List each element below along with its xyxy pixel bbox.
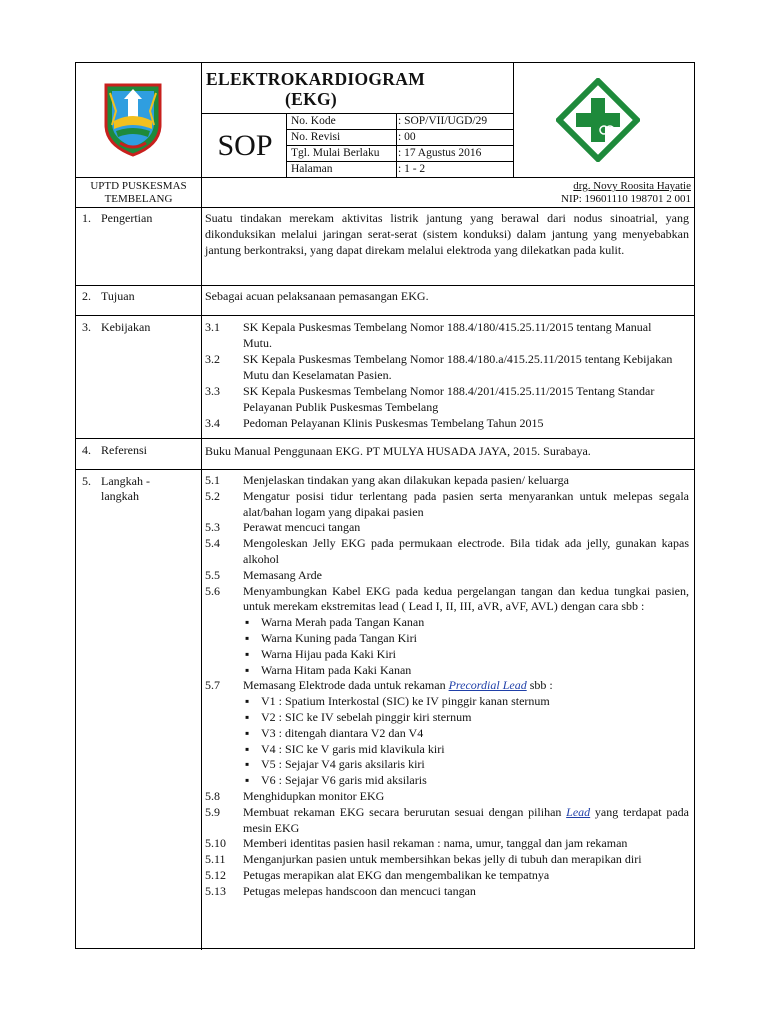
pengertian-text: Suatu tindakan merekam aktivitas listrik jantung yang berawal dari nodus sinoatrial, yang dikonduksikan melalui jaringan serat-serat (sistem konduksi) dalam jantung yang menyebabkan jantung berkontraksi, yang dapat direkam melalui elektroda yang dilekatkan pada kulit. [205,211,689,257]
kebijakan-list [205,319,675,431]
sop-document [75,62,695,949]
limb-lead-item: ▪ Warna Kuning pada Tangan Kiri [245,630,417,645]
step-item: 5.1 Menjelaskan tindakan yang akan dilakukan kepada pasien/ keluarga [205,473,569,487]
meta-effective-date-row: Tgl. Mulai Berlaku : 17 Agustus 2016 [291,147,482,159]
step-item: 5.10 Memberi identitas pasien hasil rekaman : nama, umur, tanggal dan jam rekaman [205,836,628,851]
chest-lead-item: ▪ V4 : SIC ke V garis mid klavikula kiri [245,741,445,756]
step-item: 5.3 Perawat mencuci tangan [205,520,361,535]
policy-item: 3.4 Pedoman Pelayanan Klinis Puskesmas Tembelang Tahun 2015 [205,416,544,430]
lead-link[interactable]: Lead [566,804,591,819]
section-divider [76,207,694,208]
column-divider [201,63,202,950]
referensi-text: Buku Manual Penggunaan EKG. PT MULYA HUSADA JAYA, 2015. Surabaya. [205,444,591,458]
precordial-lead-link[interactable]: Precordial Lead [448,678,527,693]
step-item: 5.2 Mengatur posisi tidur terlentang pada pasien serta menyarankan untuk melepas segala alat/bahan logam yang dipakai pasien [205,488,689,519]
header-right-divider [513,63,514,177]
signer-block [513,180,691,206]
meta-code-row: No. Kode : SOP/VII/UGD/29 [291,115,488,127]
signer-name: drg. Novy Roosita Hayatie [573,180,691,192]
meta-revision-row: No. Revisi : 00 [291,131,416,143]
step-item: 5.5 Memasang Arde [205,567,322,582]
limb-lead-item: ▪ Warna Hitam pada Kaki Kanan [245,662,412,677]
limb-lead-item: ▪ Warna Hijau pada Kaki Kiri [245,646,396,661]
policy-item: 3.3 SK Kepala Puskesmas Tembelang Nomor 188.4/201/415.25.11/2015 Tentang Standar Pelayanan Publik Puskesmas Tembelang [205,384,655,414]
limb-lead-item: ▪ Warna Merah pada Tangan Kanan [245,615,425,630]
section-label-tujuan: 2. Tujuan [82,289,135,303]
section-divider [76,438,694,439]
section-divider [76,285,694,286]
policy-item: 3.2 SK Kepala Puskesmas Tembelang Nomor 188.4/180.a/415.25.11/2015 tentang Kebijakan Mutu dan Keselamatan Pasien. [205,352,673,382]
step-item: 5.13 Petugas melepas handscoon dan mencuci tangan [205,883,476,898]
signer-nip: NIP: 19601110 198701 2 001 [561,193,691,205]
step-item: 5.7 Memasang Elektrode dada untuk rekaman Precordial Lead sbb : [205,678,553,693]
step-item: 5.4 Mengoleskan Jelly EKG pada permukaan electrode. Bila tidak ada jelly, gunakan kapas alkohol [205,536,689,566]
unit-name: UPTD PUSKESMAS TEMBELANG [90,180,187,205]
section-label-langkah: 5. Langkah - langkah [82,474,150,503]
policy-item: 3.1 SK Kepala Puskesmas Tembelang Nomor 188.4/180/415.25.11/2015 tentang Manual Mutu. [205,320,652,350]
step-item: 5.6 Menyambungkan Kabel EKG pada kedua pergelangan tangan dan kedua tungkai pasien, untuk merekam ekstremitas lead ( Lead I, II, III, aVR, aVF, AVL) dengan cara sbb : [205,583,689,614]
regency-coat-of-arms-logo [102,81,164,157]
chest-lead-item: ▪ V3 : ditengah diantara V2 dan V4 [245,725,424,740]
meta-page-row: Halaman : 1 - 2 [291,163,426,175]
header-bottom-line [76,177,694,178]
step-item: 5.12 Petugas merapikan alat EKG dan mengembalikan ke tempatnya [205,867,550,882]
step-item: 5.8 Menghidupkan monitor EKG [205,788,385,803]
puskesmas-logo [556,78,640,162]
section-label-referensi: 4. Referensi [82,443,147,457]
section-label-kebijakan: 3. Kebijakan [82,320,151,334]
sop-label: SOP [217,129,273,162]
step-item: 5.9 Membuat rekaman EKG secara berurutan sesuai dengan pilihan Lead yang terdapat pada mesin EKG [205,804,690,835]
chest-lead-item: ▪ V1 : Spatium Interkostal (SIC) ke IV pinggir kanan sternum [245,694,550,709]
section-label-pengertian: 1. Pengertian [82,211,153,225]
step-item: 5.11 Menganjurkan pasien untuk membersihkan bekas jelly di tubuh dan merapikan diri [205,852,642,867]
section-divider [76,315,694,316]
tujuan-text: Sebagai acuan pelaksanaan pemasangan EKG. [205,289,429,303]
chest-lead-item: ▪ V6 : Sejajar V6 garis mid aksilaris [245,773,427,788]
chest-lead-item: ▪ V5 : Sejajar V4 garis aksilaris kiri [245,757,425,772]
langkah-steps [205,473,689,900]
document-title: ELEKTROKARDIOGRAM (EKG) [206,69,426,109]
chest-lead-item: ▪ V2 : SIC ke IV sebelah pinggir kiri sternum [245,709,472,724]
section-divider [76,469,694,470]
